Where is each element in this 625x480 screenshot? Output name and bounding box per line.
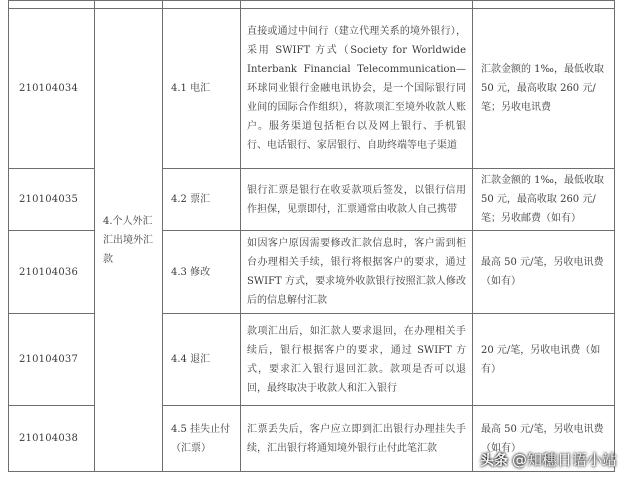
top-cell (473, 1, 615, 9)
table-row-top-strip (9, 1, 615, 9)
row-fee: 最高 50 元/笔，另收电讯费（如有） (473, 231, 615, 314)
row-description: 银行汇票是银行在收妥款项后签发，以银行信用作担保，见票即付，汇票通常由收款人自己携带 (241, 169, 473, 231)
row-description: 款项汇出后，如汇款人要求退回，在办理相关手续后，银行根据客户的要求，通过 SWIFT 方式，要求汇入银行退回汇款。款项是否可以退回，最终取决于收款人和汇入银行 (241, 314, 473, 406)
row-description: 直接或通过中间行（建立代理关系的境外银行），采用 SWIFT 方式（Society for Worldwide Interbank Financial Telecommunication—环球同业银行金融电讯协会，是一个国际银行同业间的国际合作组织），将款项汇至境外收款人账户。服务渠道包括柜台以及网上银行、手机银行、电话银行、家居银行、自助终端等电子渠道 (241, 9, 473, 169)
watermark (480, 449, 617, 470)
top-cell (9, 1, 95, 9)
row-item: 4.3 修改 (163, 231, 241, 314)
row-code: 210104036 (9, 231, 95, 314)
row-code: 210104034 (9, 9, 95, 169)
row-code: 210104038 (9, 406, 95, 472)
row-item: 4.4 退汇 (163, 314, 241, 406)
watermark-text: @知穗日语小站 (511, 451, 617, 469)
row-fee: 20 元/笔，另收电讯费（如有） (473, 314, 615, 406)
row-description: 如因客户原因需要修改汇款信息时，客户需到柜台办理相关手续，银行将根据客户的要求，通过 SWIFT 方式，要求境外收款银行按照汇款人修改后的信息解付汇款 (241, 231, 473, 314)
row-fee: 汇款金额的 1‰，最低收取 50 元，最高收取 260 元/笔；另收电讯费 (473, 9, 615, 169)
top-cell (163, 1, 241, 9)
row-item: 4.1 电汇 (163, 9, 241, 169)
fee-table (8, 0, 615, 472)
row-item: 4.5 挂失止付（汇票） (163, 406, 241, 472)
row-code: 210104035 (9, 169, 95, 231)
category-cell: 4.个人外汇汇出境外汇款 (95, 9, 163, 472)
table-row (9, 9, 615, 169)
row-code: 210104037 (9, 314, 95, 406)
toutiao-logo: 头条 (479, 452, 508, 469)
row-fee: 汇款金额的 1‰，最低收取 50 元，最高收取 260 元/笔；另收邮费（如有） (473, 169, 615, 231)
top-cell (241, 1, 473, 9)
row-fee: 最高 50 元/笔，另收电讯费（如有） (473, 406, 615, 472)
row-item: 4.2 票汇 (163, 169, 241, 231)
top-cell (95, 1, 163, 9)
row-description: 汇票丢失后，客户应立即到汇出银行办理挂失手续，汇出银行将通知境外银行止付此笔汇款 (241, 406, 473, 472)
